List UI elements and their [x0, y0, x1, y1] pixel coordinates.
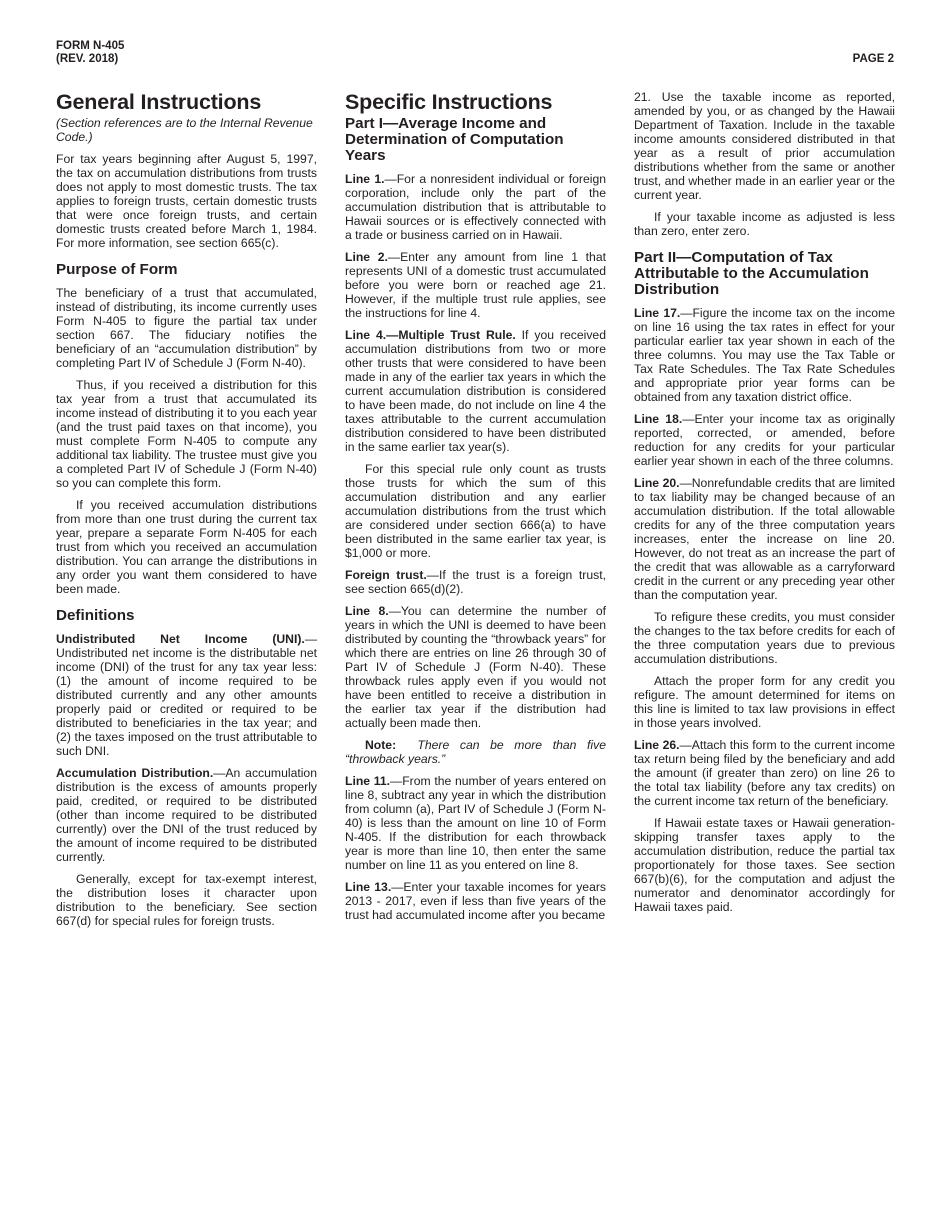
part1-heading: Part I—Average Income and Determination of Computation Years	[345, 115, 564, 164]
line1-instruction	[345, 172, 606, 242]
line17-label: Line 17.	[634, 306, 681, 320]
less-than-zero-paragraph: If your taxable income as adjusted is less than zero, enter zero.	[634, 210, 895, 238]
line20-text: —Nonrefundable credits that are limited to tax liability may be changed because of an accumulation distribution. If the total allowable credits for any of the three computation years increases, enter the increase on line 20. However, do not treat as an increase the part of the credit that was allowable as a carryforward credit in the current or any preceding year other than the computation year.	[634, 476, 895, 602]
page-number: PAGE 2	[852, 53, 894, 65]
line11-instruction	[345, 774, 606, 872]
attach-form-paragraph: Attach the proper form for any credit you refigure. The amount determined for items on this line is limited to tax law provisions in effect in those years involved.	[634, 674, 895, 730]
line11-label: Line 11.	[345, 774, 391, 788]
purpose-paragraph-1: The beneficiary of a trust that accumulated, instead of distributing, its income currently uses Form N-405 to figure the partial tax under section 667. The fiduciary notifies the beneficiary of an “accumulation distribution” by completing Part IV of Schedule J (Form N-40).	[56, 286, 317, 370]
purpose-heading: Purpose of Form	[56, 261, 178, 278]
line13-instruction	[345, 880, 606, 922]
line26-instruction	[634, 738, 895, 808]
line1-label: Line 1.	[345, 172, 385, 186]
line20-instruction	[634, 476, 895, 602]
special-rule-paragraph: For this special rule only count as trusts those trusts for which the sum of this accumulation distribution and any earlier accumulation distributions from the trust which are considered under section 666(a) to have been distributed in the same earlier tax year, is $1,000 or more.	[345, 462, 606, 560]
line17-text: —Figure the income tax on the income on line 16 using the tax rates in effect for your particular earlier tax year shown in each of the three columns. You may use the Tax Table or Tax Rate Schedules. The Tax Rate Schedules and appropriate prior year forms can be obtained from any taxation district office.	[634, 306, 895, 404]
line8-instruction	[345, 604, 606, 730]
definitions-heading: Definitions	[56, 607, 135, 624]
uni-term: Undistributed Net Income (UNI).	[56, 632, 305, 646]
line26-text: —Attach this form to the current income tax return being filed by the beneficiary and add the amount (if greater than zero) on line 26 to the total tax liability (before any tax credits) on the current income tax return of the beneficiary.	[634, 738, 895, 808]
accumulation-term: Accumulation Distribution.	[56, 766, 214, 780]
general-instructions-title: General Instructions	[56, 90, 262, 114]
line13-continuation: 21. Use the taxable income as reported, amended by you, or as changed by the Hawaii Department of Taxation. Include in the taxable income amounts considered distributed in that year as a result of prior accumulation distributions whether from the same or another trust, and whether made in an earlier year or the current year.	[634, 90, 895, 202]
hawaii-estate-tax-paragraph: If Hawaii estate taxes or Hawaii generation-skipping transfer taxes apply to the accumulation distribution, reduce the partial tax proportionately for those taxes. See section 667(b)(6), for the computation and adjust the numerator and denominator accordingly for Hawaii taxes paid.	[634, 816, 895, 914]
line2-label: Line 2.	[345, 250, 388, 264]
note-label: Note:	[365, 738, 397, 752]
purpose-paragraph-3: If you received accumulation distributions from more than one trust during the current tax year, prepare a separate Form N-405 for each trust from which you received an accumulation distribution. You can arrange the distributions in any order you want them considered to have been made.	[56, 498, 317, 596]
line11-text: —From the number of years entered on line 8, subtract any year in which the distribution from column (a), Part IV of Schedule J (Form N-40) is less than the amount on line 10 of Form N-405. If the distribution for each throwback year is more than line 10, then enter the same number on line 11 as you entered on line 8.	[345, 774, 606, 872]
note-text: There can be more than five “throwback years.”	[345, 738, 606, 766]
form-number: FORM N-405	[56, 40, 125, 52]
line18-instruction	[634, 412, 895, 468]
line26-label: Line 26.	[634, 738, 680, 752]
column-general-instructions	[56, 90, 317, 936]
line18-label: Line 18.	[634, 412, 683, 426]
form-revision: (REV. 2018)	[56, 53, 119, 65]
accumulation-text: —An accumulation distribution is the excess of amounts properly paid, credited, or required to be distributed (other than income required to be distributed currently) over the DNI of the trust reduced by the amount of income required to be distributed currently.	[56, 766, 317, 864]
column-specific-instructions	[345, 90, 606, 930]
line13-text: —Enter your taxable incomes for years 2013 - 2017, even if less than five years of the trust had accumulated income after you became	[345, 880, 606, 922]
line4-text: If you received accumulation distributions from two or more other trusts that were considered to have been made in any of the earlier tax years in which the current accumulation distribution is considered to have been made, do not include on line 4 the taxes attributable to the current accumulation distribution considered to have been distributed in the same earlier tax year(s).	[345, 328, 606, 454]
line17-instruction	[634, 306, 895, 404]
section-references-note: (Section references are to the Internal Revenue Code.)	[56, 116, 313, 144]
line8-label: Line 8.	[345, 604, 389, 618]
foreign-trust-text: —If the trust is a foreign trust, see section 665(d)(2).	[345, 568, 607, 596]
form-identifier	[56, 40, 124, 66]
line4-label: Line 4.—Multiple Trust Rule.	[345, 328, 516, 342]
foreign-trust-instruction	[345, 568, 606, 596]
foreign-trust-label: Foreign trust.	[345, 568, 427, 582]
line13-label: Line 13.	[345, 880, 392, 894]
general-intro-paragraph: For tax years beginning after August 5, 1997, the tax on accumulation distributions from trusts does not apply to most domestic trusts. The tax applies to foreign trusts, certain domestic trusts that were once foreign trusts, and certain domestic trusts created before March 1, 1984. For more information, see section 665(c).	[56, 152, 317, 250]
uni-definition	[56, 632, 317, 758]
line4-instruction	[345, 328, 606, 454]
line20-label: Line 20.	[634, 476, 680, 490]
line2-instruction	[345, 250, 606, 320]
specific-instructions-title: Specific Instructions	[345, 90, 553, 114]
line18-text: —Enter your income tax as originally reported, corrected, or amended, before reduction for any credits for your particular earlier year shown in each of the three columns.	[634, 412, 895, 468]
line2-text: —Enter any amount from line 1 that represents UNI of a domestic trust accumulated before you were born or reached age 21. However, if the multiple trust rule applies, see the instructions for line 4.	[345, 250, 606, 320]
line8-text: —You can determine the number of years in which the UNI is deemed to have been distributed by counting the “throwback years” for which there are entries on line 26 through 30 of Part IV of Schedule J (Form N-40). These throwback rules apply even if you would not have been entitled to receive a distribution in the earlier tax year if the distribution had actually been made then.	[345, 604, 606, 730]
column-part2	[634, 90, 895, 922]
refigure-paragraph: To refigure these credits, you must consider the changes to the tax before credits for each of the three computation years due to previous accumulation distributions.	[634, 610, 895, 666]
uni-text: — Undistributed net income is the distributable net income (DNI) of the trust for any tax year less: (1) the amount of income required to be distributed currently and any other amounts properly paid or credited or required to be distributed to beneficiaries in the tax year; and (2) the taxes imposed on the trust attributable to such DNI.	[56, 632, 317, 758]
part2-heading: Part II—Computation of Tax Attributable to the Accumulation Distribution	[634, 249, 869, 298]
line1-text: —For a nonresident individual or foreign corporation, include only the part of the accumulation distribution that is attributable to Hawaii sources or is effectively connected with a trade or business carried on in Hawaii.	[345, 172, 606, 242]
accumulation-definition	[56, 766, 317, 864]
note-paragraph	[345, 738, 606, 766]
purpose-paragraph-2: Thus, if you received a distribution for this tax year from a trust that accumulated its income instead of distributing it to you each year (and the trust paid taxes on that income), you must complete Form N-405 to compute any additional tax liability. The trustee must give you a completed Part IV of Schedule J (Form N-40) so you can complete this form.	[56, 378, 317, 490]
generally-paragraph: Generally, except for tax-exempt interest, the distribution loses it character upon distribution to the beneficiary. See section 667(d) for special rules for foreign trusts.	[56, 872, 317, 928]
